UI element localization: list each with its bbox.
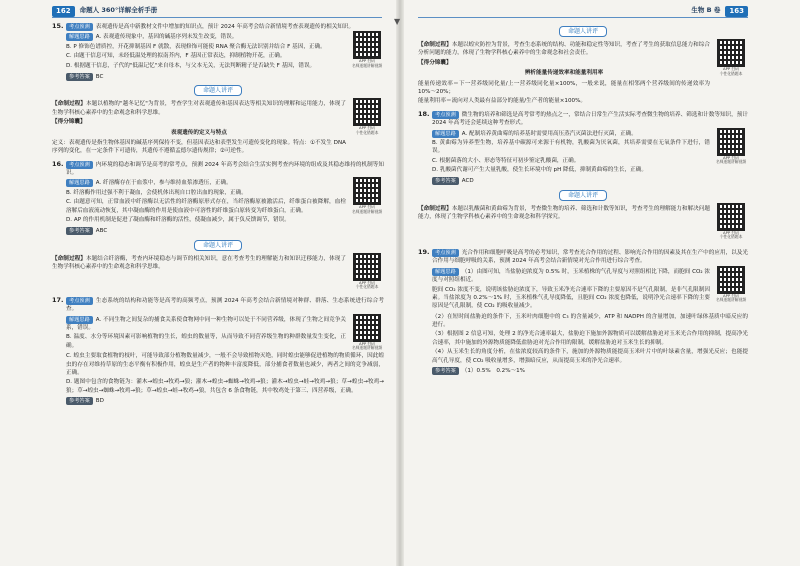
commentary-banner: 命题人讲评 (418, 190, 748, 201)
qr-code-video[interactable] (714, 267, 748, 312)
qr-code-icon (718, 267, 744, 293)
qr-code-icon (354, 99, 380, 125)
answer-value: BD (95, 398, 104, 405)
comment-text: 本题以乳酸菌和黄曲霉为背景，考查微生物的培养、筛选和计数等知识，考查考生的理解能力和解决问题能力，体现了生物学科核心素养中的生命观念和科学探究。 (418, 205, 710, 221)
qr-code-icon (354, 254, 380, 280)
qr-caption: APP 扫码 (723, 66, 739, 71)
question-17 (52, 296, 384, 406)
qr-code-icon (354, 178, 380, 204)
question-number: 16. (52, 159, 64, 168)
qr-caption: APP 扫码 (723, 229, 739, 235)
qr-code-icon (354, 315, 380, 341)
answer-value: （1）0.5% 0.2%～1% (461, 368, 525, 375)
qr-code-mistakes[interactable] (714, 40, 748, 107)
option-c: C. 蝗虫主要取食植物的枝叶，可能导致部分植物数量减少，一般不会导致植物灭绝，同时蝗虫能够促进植物的物质循环，因此蝗虫的存在对维持草原的生态平衡有积极作用，蝗虫是生产者的物种丰富度降低，部分捕食者数量也减少，两者之间的竞争减弱，正确。 (66, 353, 384, 377)
answer-tag: 参考答案 (432, 367, 459, 375)
question-stem: 表观遗传是高中新教材文件中增加的知识点，预计 2024 年高考会结合新情境考查表观遗传的相关知识。 (95, 24, 355, 30)
option-c: C. 由题干信息可知，未经低温处理的拟南芥内，F 基因正常表达，抑制植物开花，正确。 (66, 53, 286, 60)
solution-para-4: （3）根据图 2 信息可知，处理 2 的净光合速率最大，盐胁迫下施加外源物质可以缓解盐胁迫对玉米光合作用的抑制，提高净光合速率，其中施加的外源物质能降低盐胁迫对光合作用的限制，缓解盐胁迫对玉米生长的抑制。 (432, 331, 748, 346)
option-a: A. 配制培养黄曲霉的培养基时需要用高压蒸汽灭菌法进行灭菌，正确。 (461, 130, 637, 137)
qr-caption: 名师逐题讲解视频 (715, 297, 747, 303)
option-c: C. 根据菌落的大小、形态等特征可初步鉴定乳酸菌，正确。 (432, 157, 580, 164)
tip-tag: 【得分锦囊】 (52, 119, 86, 126)
solution-tag: 解题思路 (66, 33, 93, 41)
qr-caption: 名师逐题讲解视频 (351, 62, 383, 68)
question-16 (52, 160, 384, 236)
answer-value: ACD (461, 178, 474, 185)
option-a: A. 不同生物之间复杂的捕食关系使食物网中同一种生物可以处于不同营养级，体现了生物之间竞争关系，错误。 (66, 316, 346, 332)
answer-tag: 参考答案 (66, 227, 93, 235)
qr-code-mistakes[interactable] (350, 254, 384, 290)
commentary-banner: 命题人讲评 (418, 26, 748, 37)
prediction-tag: 考点预测 (432, 249, 459, 257)
answer-tag: 参考答案 (66, 73, 93, 81)
qr-caption: 个性化错题本 (719, 234, 743, 240)
prediction-tag: 考点预测 (66, 23, 93, 31)
qr-code-icon (718, 204, 744, 230)
question-stem: 生态系统的结构和功能等是高考的高频考点，预测 2024 年高考会结合新情境对种群、群落、生态系统进行综合考查。 (66, 297, 384, 313)
solution-tag: 解题思路 (66, 316, 93, 324)
solution-para-1: （1）由图可知，当盐胁迫浓度为 0.5% 时，玉米植株的气孔导度与对照组相比下降，而胞间 CO₂ 浓度与对照组相近。 (432, 268, 710, 284)
question-19 (418, 248, 748, 375)
solution-tag: 解题思路 (432, 130, 459, 138)
question-number: 17. (52, 295, 64, 304)
tip-text-1: 能量传递效率＝下一营养级同化量/上一营养级同化量×100%，一般来说，能量在相邻两个营养级间的传递效率为 10%～20%； (418, 80, 710, 95)
prediction-tag: 考点预测 (432, 111, 459, 119)
comment-text: 本题结合纤溶酶，考查内环境稳态与调节的相关知识，意在考查考生的理解能力和知识迁移能力，体现了生物学科核心素养中的生命观念和科学思维。 (52, 255, 346, 271)
option-d: D. 题图中包含的食物链为：灌木→蝗虫→牧鸡→狼；灌木→蝗虫→蜘蛛→牧鸡→狼；灌木→蝗虫→蛙→牧鸡→狼；草→蝗虫→牧鸡→狼；草→蝗虫→蜘蛛→牧鸡→狼；草→蝗虫→蛙→牧鸡→狼，共包含 6 条食物链，其中牧鸡处于第三、四营养级，正确。 (66, 379, 384, 394)
tip-text: 定义：表观遗传是指生物体基因的碱基序列保持不变，但基因表达和表型发生可遗传变化的现象。特点：①不发生 DNA 序列的变化，在一定条件下可遗传，其遗传不遵循孟德尔遗传规律；②可逆性。 (52, 139, 346, 155)
comment-tag: 【命制过程】 (418, 205, 452, 212)
qr-code-icon (354, 32, 380, 58)
qr-caption: APP 扫码 (723, 292, 739, 298)
tip-title: 表观遗传的定义与特点 (171, 129, 227, 136)
gutter-mark: ▼ (394, 17, 401, 26)
question-number: 18. (418, 109, 430, 118)
option-a: A. 表观遗传现象中，基因的碱基序列未发生改变，错误。 (95, 34, 238, 41)
comment-tag: 【命制过程】 (52, 101, 86, 108)
commentary-banner: 命题人讲评 (52, 240, 384, 251)
qr-code-video[interactable] (350, 315, 384, 352)
option-d: D. 乳酸菌代谢可产生大量乳酸，使生长环境中的 pH 降低，抑制黄曲霉的生长，正确。 (432, 167, 647, 174)
answer-value: BC (95, 73, 104, 80)
left-page-number: 162 (52, 6, 75, 17)
qr-code-video[interactable] (714, 129, 748, 176)
prediction-tag: 考点预测 (66, 297, 93, 305)
option-a: A. 纤溶酶存在于血浆中，参与维持血浆渗透压，正确。 (95, 180, 232, 187)
option-b: B. 纤溶酶作用过强不利于凝血，会使机体出现自口腔出血的现象，正确。 (66, 189, 247, 196)
right-header-title: 生物 B 卷 (691, 6, 721, 15)
left-header-title: 命题人 360°详解全析手册 (79, 6, 158, 15)
qr-caption: 个性化错题本 (355, 284, 379, 290)
qr-caption: 名师逐题讲解视频 (351, 209, 383, 215)
tip-text-2: 能量利用率＝流向对人类最有益部分的能量/生产者的能量×100%。 (418, 98, 587, 105)
qr-code-mistakes[interactable] (714, 204, 748, 240)
qr-caption: APP 扫码 (359, 340, 375, 346)
answer-value: ABC (95, 228, 108, 235)
solution-tag: 解题思路 (66, 179, 93, 187)
qr-caption: APP 扫码 (359, 58, 375, 64)
question-18 (418, 110, 748, 186)
qr-caption: 名师逐题讲解视频 (715, 159, 747, 165)
question-number: 19. (418, 247, 430, 256)
qr-code-icon (718, 40, 744, 66)
tip-title: 辨析能量传递效率和能量利用率 (524, 70, 604, 77)
question-stem: 光合作用和细胞呼吸是高考的必考知识，常考查光合作用的过程、影响光合作用的因素及其在生产中的应用，以及光合作用与细胞呼吸的关系，预测 2024 年高考会结合新情境对光合作用进行综合考查。 (432, 249, 748, 265)
option-b: B. 黄曲霉为异养型生物，培养基中碳源可来源于有机物，乳酸菌为厌氧菌，其培养需要在无氧条件下进行，错误。 (432, 139, 710, 155)
qr-code-video[interactable] (350, 32, 384, 71)
qr-code-icon (718, 129, 744, 155)
qr-caption: APP 扫码 (723, 154, 739, 160)
qr-caption: APP 扫码 (359, 204, 375, 210)
question-stem: 内环境的稳态和调节是高考的常考点，预测 2024 年高考会结合生活实例考查内环境的组成及其稳态维持的机制等知识。 (66, 161, 384, 177)
option-b: B. 温度、水分等环境因素可影响植物的生长，蝗虫的数量等，从而导致不同营养级生物的种群数量发生变化，正确。 (66, 334, 346, 349)
solution-para-5: （4）从玉米生长的角度分析，在盐浓度较高的条件下，施加的外源物质能提高玉米叶片中的叶绿素含量，增强光反应；也能提高气孔导度，使 CO₂ 吸收量增多，增强暗反应，从而提高玉米的净光合速率。 (432, 349, 748, 364)
solution-tag: 解题思路 (432, 268, 459, 276)
qr-caption: 个性化错题本 (719, 70, 743, 76)
qr-code-video[interactable] (350, 178, 384, 225)
qr-caption: 名师逐题讲解视频 (351, 345, 383, 351)
commentary-banner: 命题人讲评 (52, 85, 384, 96)
prediction-tag: 考点预测 (66, 161, 93, 169)
qr-caption: APP 扫码 (359, 279, 375, 285)
solution-para-3: （2）在短时间盐胁迫的条件下，玉米叶肉细胞中的 C₃ 的含量减少，ATP 和 NADPH 的含量增加，加速叶绿体基质中暗反应的进行。 (432, 313, 748, 329)
solution-para-2: 胞间 CO₂ 浓度不变，说明该盐胁迫浓度下，导致玉米净光合速率下降的主要原因不是气孔限制，是非气孔限制因素。当盐浓度为 0.2%～1% 时，玉米植株气孔导度降低，且胞间 CO₂ 浓度也降低，说明净光合速率下降的主要原因是气孔限制，使 CO₂ 的吸收量减少。 (432, 286, 710, 310)
question-15 (52, 22, 384, 81)
tip-tag: 【得分锦囊】 (418, 59, 452, 66)
option-d: D. AP 的作用机制是促进了凝血酶和纤溶酶的活性，使凝血减少，属于负反馈调节，错误。 (66, 217, 290, 224)
option-c: C. 由题意可知，正常血液中纤溶酶以无活性的纤溶酶原形式存在，当纤溶酶原被激活后，纤维蛋白被降解，血栓溶解后血液流动恢复，其中凝血酶的作用是使血液中可溶性的纤维蛋白原转变为纤维蛋白，正确。 (66, 199, 346, 214)
qr-caption: APP 扫码 (359, 125, 375, 131)
comment-tag: 【命制过程】 (52, 255, 86, 262)
answer-tag: 参考答案 (66, 397, 93, 405)
right-page-number: 163 (725, 6, 748, 17)
qr-caption: 个性化错题本 (355, 129, 379, 135)
comment-text: 本题以蝗灾防控为背景，考查生态系统的结构、功能和稳定性等知识，考查了考生的获取信息能力和综合分析问题的能力，体现了生物学科核心素养中的生命观念和社会责任。 (418, 42, 710, 57)
comment-tag: 【命制过程】 (418, 42, 452, 48)
question-number: 15. (52, 22, 64, 30)
question-stem: 微生物的培养和筛选是高考常考的热点之一，常结合日常生产生活实际考查微生物的培养、筛选和计数等知识，预计 2024 年高考还会延续这种考查形式。 (432, 111, 748, 127)
comment-text: 本题以植物的"越冬记忆"为背景，考查学生对表观遗传和基因表达等相关知识的理解和运用能力，体现了生物学科核心素养中的生命观念和科学思维。 (52, 101, 346, 116)
answer-tag: 参考答案 (432, 177, 459, 185)
qr-code-mistakes[interactable] (350, 99, 384, 156)
right-page (402, 0, 800, 566)
option-d: D. 根据题干信息，子代的"低温记忆"来自母本，与父本无关，无法判断精子是否缺失 F 基因，错误。 (66, 62, 316, 69)
option-b: B. P 修饰色谱质控，开花抑制基因 F 就散，表现修饰可能使 RNA 聚合酶无法识别并结合 F 基因，正确。 (66, 43, 326, 50)
